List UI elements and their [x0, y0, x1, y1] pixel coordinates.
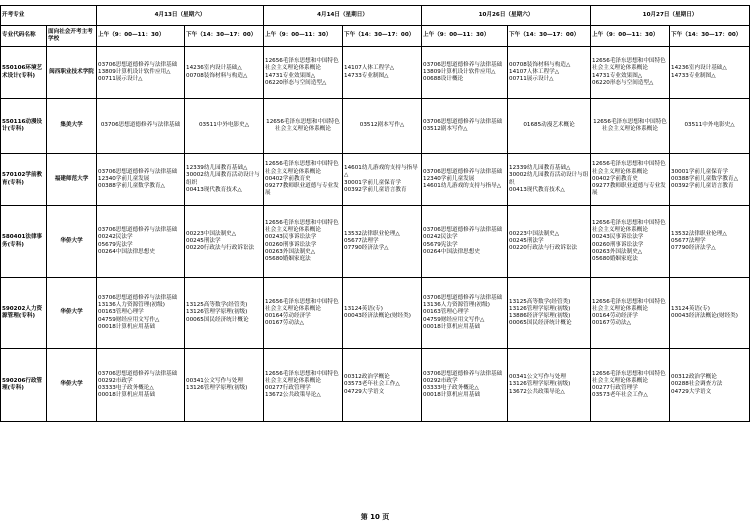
exam-session-cell: [591, 47, 670, 99]
course-entry: 03706思想道德修养与法律基础: [98, 370, 178, 377]
course-entry: 13809计算机设计软件应用△: [423, 68, 496, 75]
course-entry: 03706思想道德修养与法律基础: [423, 370, 503, 377]
course-entry: 14236室内设计基础△: [671, 65, 727, 72]
course-entry: 03706思想道德修养与法律基础: [423, 168, 503, 175]
course-entry: 00245刑法学: [186, 237, 221, 244]
header-date-3: 10月26日（星期六）: [422, 6, 591, 26]
course-entry: 05679宪法学: [423, 241, 458, 248]
course-entry: 00277行政管理学: [265, 385, 311, 391]
course-entry: 09277教师职业道德与专业发展: [265, 183, 339, 197]
exam-session-cell: [185, 154, 264, 206]
course-entry: 00223中国法制史△: [509, 230, 560, 237]
course-entry: 03512剧本写作△: [359, 122, 405, 129]
course-entry: 00402学前教育史: [265, 175, 311, 182]
exam-session-cell: [508, 349, 591, 422]
course-entry: 13126管理学原理(初级): [186, 385, 248, 391]
course-entry: 30002幼儿园教育活动设计与组织: [509, 172, 589, 186]
course-entry: 05680婚姻家庭法: [592, 255, 638, 262]
course-entry: 00711展示设计△: [98, 76, 143, 83]
exam-session-cell: [185, 349, 264, 422]
course-entry: 00242民法学: [98, 234, 133, 241]
course-entry: 13124英语(专): [344, 305, 383, 312]
course-entry: 05677法理学: [671, 237, 706, 244]
exam-session-cell: [343, 206, 422, 278]
course-entry: 00164劳动经济学: [592, 313, 638, 319]
course-entry: 03706思想道德修养与法律基础: [100, 122, 181, 129]
exam-session-cell: [508, 278, 591, 349]
course-entry: 12656毛泽东思想和中国特色社会主义理论体系概论: [265, 161, 339, 175]
course-entry: 12340学前儿童发展: [98, 175, 150, 182]
course-entry: 12339幼儿园教育基础△: [186, 165, 248, 172]
course-entry: 04729大学语文: [344, 388, 385, 395]
course-entry: 04729大学语文: [671, 388, 712, 395]
exam-session-cell: [343, 154, 422, 206]
exam-school: 华侨大学: [47, 206, 97, 278]
course-entry: 13126管理学原理(初级): [509, 381, 571, 388]
course-entry: 03333电子政务概论△: [423, 385, 479, 391]
course-entry: 00245刑法学: [509, 237, 544, 244]
course-entry: 13136人力资源管理(初级): [98, 302, 165, 309]
course-entry: 00242民法学: [423, 234, 458, 241]
course-entry: 00277行政管理学: [592, 385, 638, 391]
subheader-code-name: 专业代码名称: [1, 26, 47, 47]
major-code-name: 590202人力资源管理(专科): [1, 278, 47, 349]
exam-session-cell: [591, 154, 670, 206]
major-code-name: 570102学前教育(专科): [1, 154, 47, 206]
course-entry: 30002幼儿园教育活动设计与组织: [186, 172, 260, 186]
page-number: 第 10 页: [360, 513, 390, 521]
table-row: [1, 47, 750, 99]
course-entry: 14601幼儿游戏的支持与指导△: [423, 183, 502, 190]
course-entry: 14601幼儿游戏的支持与指导△: [344, 165, 418, 179]
course-entry: 00043经济法概论(财经类): [344, 313, 411, 319]
course-entry: 14236室内设计基础△: [186, 65, 242, 72]
exam-session-cell: [422, 278, 508, 349]
course-entry: 00388学前儿童数学教育△: [671, 175, 738, 182]
subheader-morning-4: 上午（9：00—11：30）: [591, 26, 670, 47]
course-entry: 06220形态与空间造型△: [592, 79, 654, 86]
header-date-1: 4月13日（星期六）: [97, 6, 264, 26]
course-entry: 03511中外电影史△: [684, 122, 735, 129]
course-entry: 13672公共政策导论△: [265, 392, 321, 399]
course-entry: 00018计算机应用基础: [98, 323, 155, 330]
header-major: 开考专业: [1, 6, 97, 26]
subheader-morning-3: 上午（9：00—11：30）: [422, 26, 508, 47]
exam-session-cell: [97, 47, 185, 99]
course-entry: 00220行政法与行政诉讼法: [509, 245, 578, 252]
table-row: [1, 349, 750, 422]
course-entry: 00292市政学: [423, 377, 458, 384]
exam-session-cell: [670, 99, 750, 154]
course-entry: 14733专业制图△: [671, 72, 716, 79]
course-entry: 00708装饰材料与构造△: [186, 72, 248, 79]
course-entry: 00264中国法律思想史: [423, 248, 480, 255]
course-entry: 13126管理学原理(初级): [186, 309, 248, 316]
exam-schedule-table: [0, 5, 750, 422]
header-date-2: 4月14日（星期日）: [264, 6, 422, 26]
exam-session-cell: [185, 47, 264, 99]
exam-session-cell: [343, 99, 422, 154]
course-entry: 00312政治学概论: [344, 374, 390, 381]
exam-session-cell: [422, 206, 508, 278]
course-entry: 03706思想道德修养与法律基础: [98, 227, 178, 234]
exam-session-cell: [591, 278, 670, 349]
course-entry: 05679宪法学: [98, 241, 133, 248]
header-row: [1, 6, 750, 26]
course-entry: 05677法理学: [344, 237, 379, 244]
course-entry: 03706思想道德修养与法律基础: [423, 227, 503, 234]
course-entry: 00388学前儿童数学教育△: [98, 183, 165, 190]
course-entry: 00223中国法制史△: [186, 230, 237, 237]
course-entry: 00292市政学: [98, 377, 133, 384]
course-entry: 00220行政法与行政诉讼法: [186, 245, 255, 252]
course-entry: 03573老年社会工作△: [592, 392, 648, 399]
exam-session-cell: [264, 99, 343, 154]
exam-school: 华侨大学: [47, 278, 97, 349]
course-entry: 04759财经应用文写作△: [423, 316, 485, 323]
exam-session-cell: [264, 154, 343, 206]
course-entry: 14107人体工程学△: [344, 65, 395, 72]
exam-session-cell: [591, 349, 670, 422]
course-entry: 30001学前儿童保育学: [671, 168, 728, 175]
course-entry: 13136人力资源管理(初级): [423, 302, 490, 309]
major-code-name: 550106环境艺术设计(专科): [1, 47, 47, 99]
course-entry: 30001学前儿童保育学: [344, 179, 401, 186]
course-entry: 00018计算机应用基础: [98, 392, 155, 399]
course-entry: 13809计算机设计软件应用△: [98, 68, 171, 75]
course-entry: 00711展示设计△: [509, 76, 554, 83]
course-entry: 03573老年社会工作△: [344, 381, 400, 388]
course-entry: 00688设计概论: [423, 76, 464, 83]
table-row: [1, 278, 750, 349]
course-entry: 00167劳动法△: [265, 320, 304, 327]
course-entry: 12656毛泽东思想和中国特色社会主义理论体系概论: [592, 161, 666, 175]
course-entry: 00243民事诉讼法学: [265, 234, 317, 241]
course-entry: 14733专业制图△: [344, 72, 389, 79]
subheader-afternoon-3: 下午（14：30—17：00）: [508, 26, 591, 47]
exam-session-cell: [670, 349, 750, 422]
exam-session-cell: [185, 206, 264, 278]
course-entry: 00288社会调查方法: [671, 381, 723, 388]
course-entry: 13124英语(专): [671, 305, 710, 312]
course-entry: 00392学前儿童语言教育: [671, 183, 734, 190]
exam-session-cell: [97, 278, 185, 349]
course-entry: 00167劳动法△: [592, 320, 631, 327]
course-entry: 07790经济法学△: [344, 245, 389, 252]
major-code-name: 550116动漫设计(专科): [1, 99, 47, 154]
exam-session-cell: [508, 99, 591, 154]
course-entry: 14731专业效果图△: [265, 72, 316, 79]
subheader-row: [1, 26, 750, 47]
exam-school: 闽西职业技术学院: [47, 47, 97, 99]
exam-session-cell: [97, 349, 185, 422]
course-entry: 00413现代教育技术△: [509, 186, 565, 193]
course-entry: 00163管理心理学: [423, 309, 469, 316]
exam-session-cell: [591, 99, 670, 154]
course-entry: 03706思想道德修养与法律基础: [423, 61, 503, 68]
exam-session-cell: [670, 278, 750, 349]
exam-session-cell: [97, 154, 185, 206]
table-row: [1, 206, 750, 278]
exam-session-cell: [264, 47, 343, 99]
exam-session-cell: [422, 99, 508, 154]
course-entry: 04759财经应用文写作△: [98, 316, 160, 323]
course-entry: 12656毛泽东思想和中国特色社会主义理论体系概论: [266, 118, 340, 132]
subheader-afternoon-1: 下午（14：30—17：00）: [185, 26, 264, 47]
exam-session-cell: [97, 99, 185, 154]
exam-session-cell: [97, 206, 185, 278]
course-entry: 00402学前教育史: [592, 175, 638, 182]
course-entry: 12340学前儿童发展: [423, 175, 475, 182]
course-entry: 00263外国法制史△: [265, 248, 316, 255]
exam-school: 华侨大学: [47, 349, 97, 422]
course-entry: 03512剧本写作△: [423, 126, 468, 132]
exam-session-cell: [264, 278, 343, 349]
course-entry: 13532法律职业伦理△: [671, 230, 727, 237]
course-entry: 12656毛泽东思想和中国特色社会主义理论体系概论: [593, 118, 667, 132]
course-entry: 00043经济法概论(财经类): [671, 313, 738, 319]
course-entry: 14731专业效果图△: [592, 72, 643, 79]
course-entry: 00264中国法律思想史: [98, 248, 155, 255]
course-entry: 13126管理学原理(初级): [509, 305, 571, 312]
exam-session-cell: [264, 206, 343, 278]
exam-session-cell: [508, 47, 591, 99]
exam-session-cell: [343, 47, 422, 99]
course-entry: 13886经济学原理(初级): [509, 313, 571, 319]
course-entry: 13532法律职业伦理△: [344, 230, 400, 237]
course-entry: 12656毛泽东思想和中国特色社会主义理论体系概论: [592, 219, 666, 234]
subheader-morning-2: 上午（9：00—11：30）: [264, 26, 343, 47]
course-entry: 00413现代教育技术△: [186, 186, 242, 193]
course-entry: 12656毛泽东思想和中国特色社会主义理论体系概论: [265, 219, 339, 234]
course-entry: 03333电子政务概论△: [98, 385, 154, 391]
course-entry: 06220形态与空间造型△: [265, 79, 327, 86]
course-entry: 03706思想道德修养与法律基础: [98, 61, 178, 68]
course-entry: 09277教师职业道德与专业发展: [592, 183, 666, 197]
exam-session-cell: [343, 349, 422, 422]
subheader-school: 面向社会开考主考学校: [47, 26, 97, 47]
course-entry: 12656毛泽东思想和中国特色社会主义理论体系概论: [265, 298, 339, 312]
course-entry: 00018计算机应用基础: [423, 392, 480, 399]
exam-session-cell: [422, 154, 508, 206]
course-entry: 00260刑事诉讼法学: [592, 241, 644, 248]
course-entry: 00065国民经济统计概论: [509, 320, 572, 327]
course-entry: 00341公文写作与处理: [186, 377, 243, 384]
exam-session-cell: [508, 206, 591, 278]
course-entry: 05680婚姻家庭法: [265, 255, 311, 262]
exam-session-cell: [670, 206, 750, 278]
course-entry: 00341公文写作与处理: [509, 374, 566, 381]
exam-session-cell: [343, 278, 422, 349]
exam-school: 福建师范大学: [47, 154, 97, 206]
course-entry: 00243民事诉讼法学: [592, 234, 644, 241]
course-entry: 12656毛泽东思想和中国特色社会主义理论体系概论: [265, 370, 339, 384]
exam-session-cell: [185, 99, 264, 154]
course-entry: 00018计算机应用基础: [423, 323, 480, 330]
table-row: [1, 99, 750, 154]
course-entry: 03706思想道德修养与法律基础: [98, 168, 178, 175]
subheader-afternoon-4: 下午（14：30—17：00）: [670, 26, 750, 47]
exam-session-cell: [670, 154, 750, 206]
exam-session-cell: [591, 206, 670, 278]
exam-session-cell: [264, 349, 343, 422]
course-entry: 01685动漫艺术概论: [523, 122, 575, 129]
course-entry: 00708装饰材料与构造△: [509, 61, 571, 68]
course-entry: 00164劳动经济学: [265, 313, 311, 319]
course-entry: 00392学前儿童语言教育: [344, 186, 407, 193]
course-entry: 14107人体工程学△: [509, 68, 560, 75]
exam-session-cell: [670, 47, 750, 99]
course-entry: 03706思想道德修养与法律基础: [98, 294, 178, 301]
course-entry: 12656毛泽东思想和中国特色社会主义理论体系概论: [592, 370, 666, 384]
exam-school: 集美大学: [47, 99, 97, 154]
course-entry: 00260刑事诉讼法学: [265, 241, 317, 248]
exam-session-cell: [185, 278, 264, 349]
course-entry: 13125高等数学(经管类): [186, 302, 248, 309]
course-entry: 12656毛泽东思想和中国特色社会主义理论体系概论: [265, 58, 339, 72]
exam-session-cell: [508, 154, 591, 206]
course-entry: 03706思想道德修养与法律基础: [423, 294, 503, 301]
exam-session-cell: [422, 47, 508, 99]
course-entry: 12339幼儿园教育基础△: [509, 165, 571, 172]
course-entry: 03511中外电影史△: [198, 122, 250, 129]
course-entry: 03706思想道德修养与法律基础: [423, 118, 503, 125]
subheader-morning-1: 上午（9：00—11：30）: [97, 26, 185, 47]
table-row: [1, 154, 750, 206]
course-entry: 12656毛泽东思想和中国特色社会主义理论体系概论: [592, 58, 666, 72]
course-entry: 13125高等数学(经管类): [509, 298, 571, 305]
course-entry: 00263外国法制史△: [592, 248, 643, 255]
major-code-name: 580401法律事务(专科): [1, 206, 47, 278]
course-entry: 00163管理心理学: [98, 309, 144, 316]
course-entry: 00312政治学概论: [671, 374, 717, 381]
course-entry: 00065国民经济统计概论: [186, 316, 249, 323]
major-code-name: 590206行政管理(专科): [1, 349, 47, 422]
exam-session-cell: [422, 349, 508, 422]
header-date-4: 10月27日（星期日）: [591, 6, 750, 26]
course-entry: 12656毛泽东思想和中国特色社会主义理论体系概论: [592, 298, 666, 312]
subheader-afternoon-2: 下午（14：30—17：00）: [343, 26, 422, 47]
course-entry: 13672公共政策导论△: [509, 388, 565, 395]
course-entry: 07790经济法学△: [671, 245, 716, 252]
